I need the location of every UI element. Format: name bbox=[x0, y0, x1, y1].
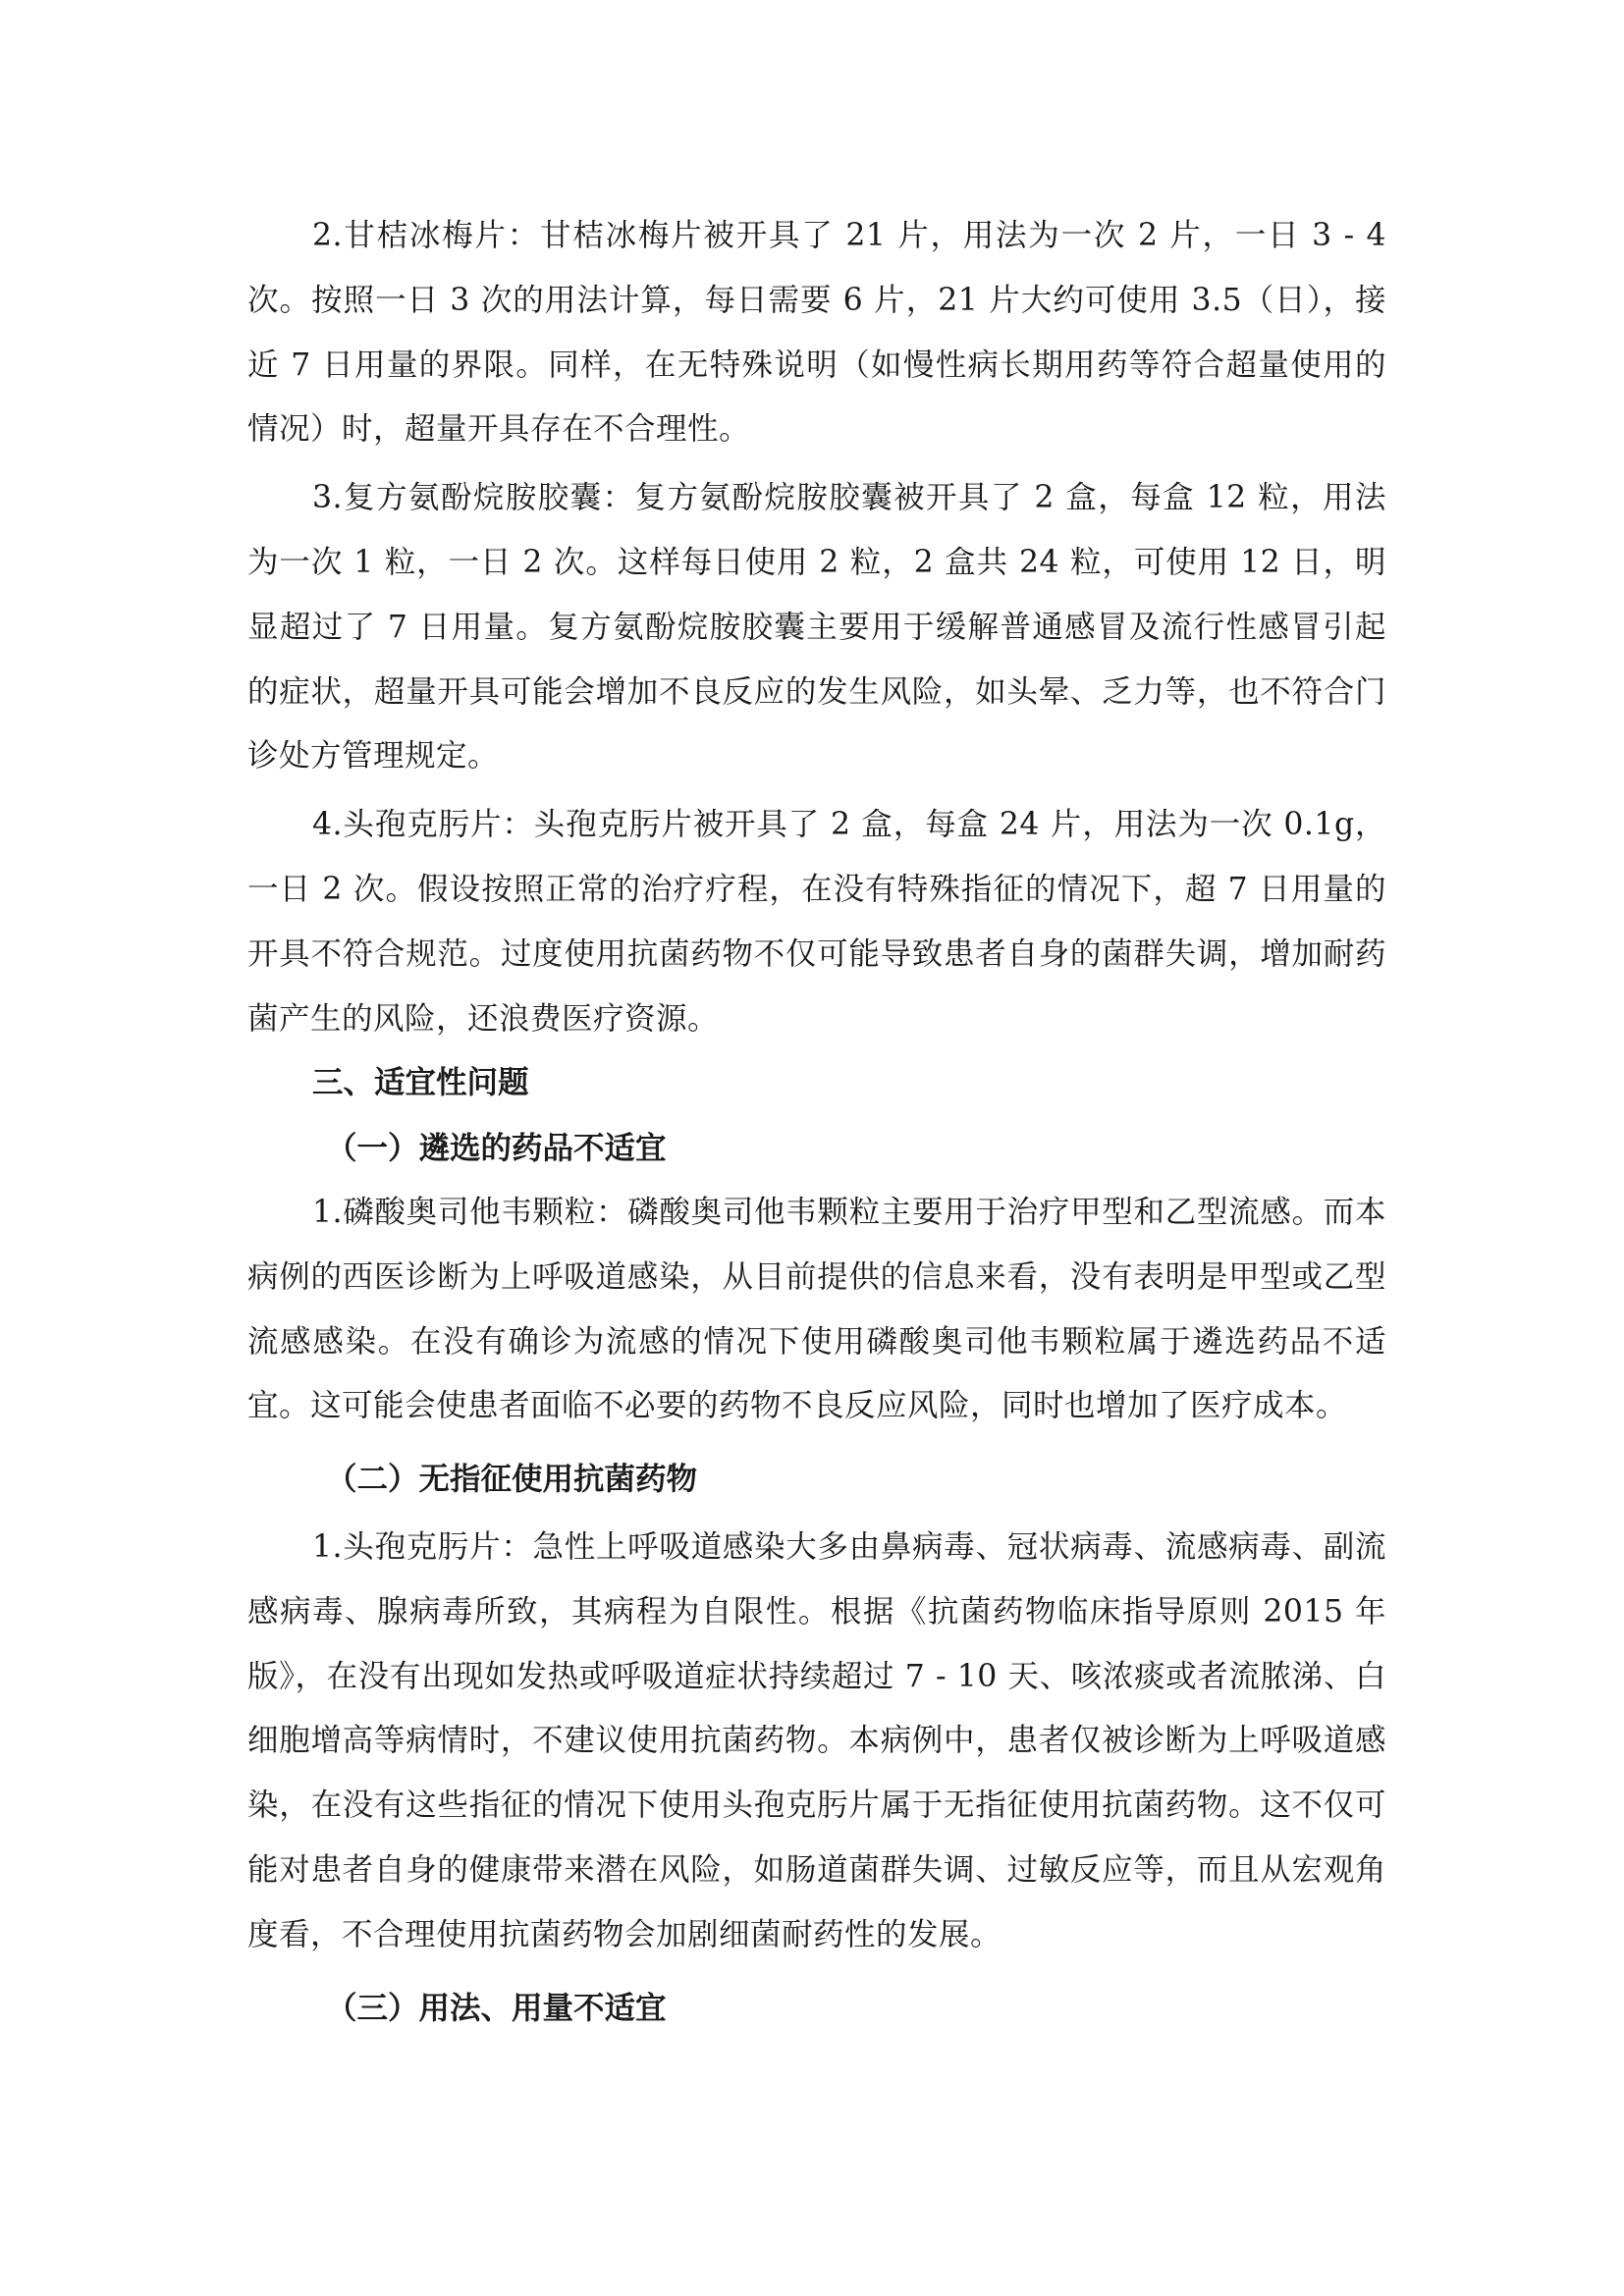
paragraph-cefixime-indication: 1.头孢克肟片：急性上呼吸道感染大多由鼻病毒、冠状病毒、流感病毒、副流感病毒、腺病毒所致，其病程为自限性。根据《抗菌药物临床指导原则 2015 年版》，在没有出现如发热或呼吸道症状持续超过 7 - 10 天、咳浓痰或者流脓涕、白细胞增高等病情时，不建议使用抗菌药物。本病例中，患者仅被诊断为上呼吸道感染，在没有这些指征的情况下使用头孢克肟片属于无指征使用抗菌药物。这不仅可能对患者自身的健康带来潜在风险，如肠道菌群失调、过敏反应等，而且从宏观角度看，不合理使用抗菌药物会加剧细菌耐药性的发展。 bbox=[247, 1528, 1386, 1952]
paragraph-fu-fang-an-fen: 3.复方氨酚烷胺胶囊：复方氨酚烷胺胶囊被开具了 2 盒，每盒 12 粒，用法为一次 1 粒，一日 2 次。这样每日使用 2 粒，2 盒共 24 粒，可使用 12 日，明显超过了 7 日用量。复方氨酚烷胺胶囊主要用于缓解普通感冒及流行性感冒引起的症状，超量开具可能会增加不良反应的发生风险，如头晕、乏力等，也不符合门诊处方管理规定。 bbox=[247, 480, 1386, 774]
document-page bbox=[247, 204, 1386, 2040]
section-heading-suitability: 三、适宜性问题 bbox=[312, 1065, 529, 1101]
paragraph-tou-bao-ke-wo-dosage: 4.头孢克肟片：头孢克肟片被开具了 2 盒，每盒 24 片，用法为一次 0.1g，一日 2 次。假设按照正常的治疗疗程，在没有特殊指征的情况下，超 7 日用量的开具不符合规范。过度使用抗菌药物不仅可能导致患者自身的菌群失调，增加耐药菌产生的风险，还浪费医疗资源。 bbox=[247, 807, 1386, 1037]
paragraph-gan-jie-bing-mei: 2.甘桔冰梅片：甘桔冰梅片被开具了 21 片，用法为一次 2 片，一日 3 - 4 次。按照一日 3 次的用法计算，每日需要 6 片，21 片大约可使用 3.5（日），接近 7 日用量的界限。同样，在无特殊说明（如慢性病长期用药等符合超量使用的情况）时，超量开具存在不合理性。 bbox=[247, 218, 1386, 448]
subheading-drug-selection: （一）遴选的药品不适宜 bbox=[326, 1130, 667, 1167]
subheading-antibiotic-no-indication: （二）无指征使用抗菌药物 bbox=[326, 1461, 698, 1498]
subheading-usage-dosage: （三）用法、用量不适宜 bbox=[326, 1989, 667, 2026]
paragraph-oseltamivir: 1.磷酸奥司他韦颗粒：磷酸奥司他韦颗粒主要用于治疗甲型和乙型流感。而本病例的西医诊断为上呼吸道感染，从目前提供的信息来看，没有表明是甲型或乙型流感感染。在没有确诊为流感的情况下使用磷酸奥司他韦颗粒属于遴选药品不适宜。这可能会使患者面临不必要的药物不良反应风险，同时也增加了医疗成本。 bbox=[247, 1194, 1386, 1424]
